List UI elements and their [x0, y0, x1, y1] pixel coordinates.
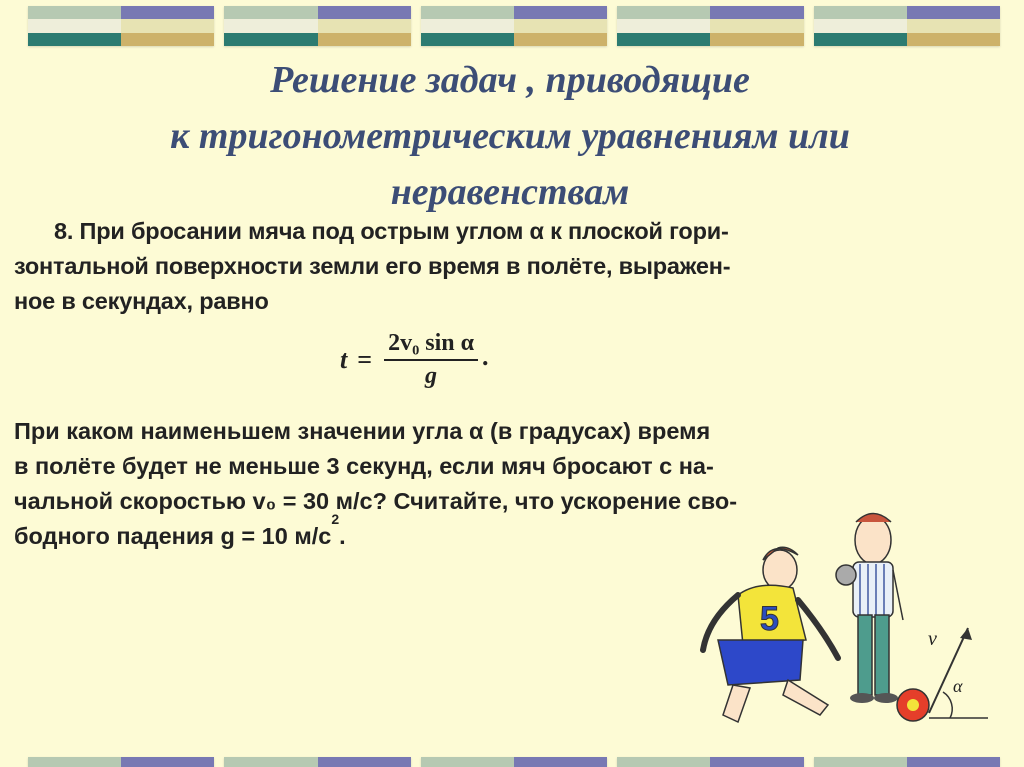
angle-label: α — [953, 676, 963, 696]
title-line: неравенствам — [390, 171, 630, 213]
player-figure — [703, 547, 838, 722]
velocity-vector — [928, 628, 988, 718]
title-line: Решение задач , приводящие — [270, 59, 750, 101]
problem-line: зонтальной поверхности земли его время в полёте, выражен- — [14, 253, 731, 279]
decor-block — [224, 6, 410, 46]
question-line: При каком наименьшем значении угла α (в градусах) время — [14, 418, 711, 444]
formula-denominator: g — [425, 363, 438, 389]
bottom-decorative-bar — [28, 757, 1000, 767]
slide-title — [60, 52, 960, 220]
ball-icon — [897, 689, 929, 721]
formula-period: . — [482, 342, 489, 371]
soccer-illustration — [688, 500, 998, 740]
problem-text: При бросании мяча под острым углом α к плоской гори- — [79, 218, 729, 244]
velocity-label: v — [928, 628, 937, 650]
question-line-end: . — [339, 523, 346, 549]
decor-block — [814, 6, 1000, 46]
flight-time-formula — [340, 330, 489, 390]
decor-block — [617, 6, 803, 46]
decor-block — [421, 6, 607, 46]
decor-block — [224, 757, 410, 767]
formula-equals: = — [357, 345, 373, 374]
formula-fraction — [384, 330, 478, 390]
formula-numerator: 2v₀ sin α — [384, 330, 478, 361]
question-line: чальной скоростью v₀ = 30 м/с? Считайте, что ускорение сво- — [14, 488, 738, 514]
jersey-number: 5 — [760, 600, 779, 638]
referee-figure — [836, 514, 903, 704]
decor-block — [617, 757, 803, 767]
decor-block — [28, 6, 214, 46]
decor-block — [28, 757, 214, 767]
question-line-text: бодного падения g = 10 м/с — [14, 523, 332, 549]
decor-block — [421, 757, 607, 767]
top-decorative-bar — [28, 6, 1000, 46]
problem-line: ное в секундах, равно — [14, 288, 269, 314]
title-line: к тригонометрическим уравнениям или — [170, 115, 850, 157]
formula-lhs: t — [340, 345, 348, 374]
problem-number: 8. — [54, 218, 74, 244]
question-line: в полёте будет не меньше 3 секунд, если мяч бросают с на- — [14, 453, 714, 479]
problem-statement — [14, 214, 844, 319]
problem-line — [14, 214, 844, 249]
decor-block — [814, 757, 1000, 767]
exponent: 2 — [331, 511, 340, 527]
